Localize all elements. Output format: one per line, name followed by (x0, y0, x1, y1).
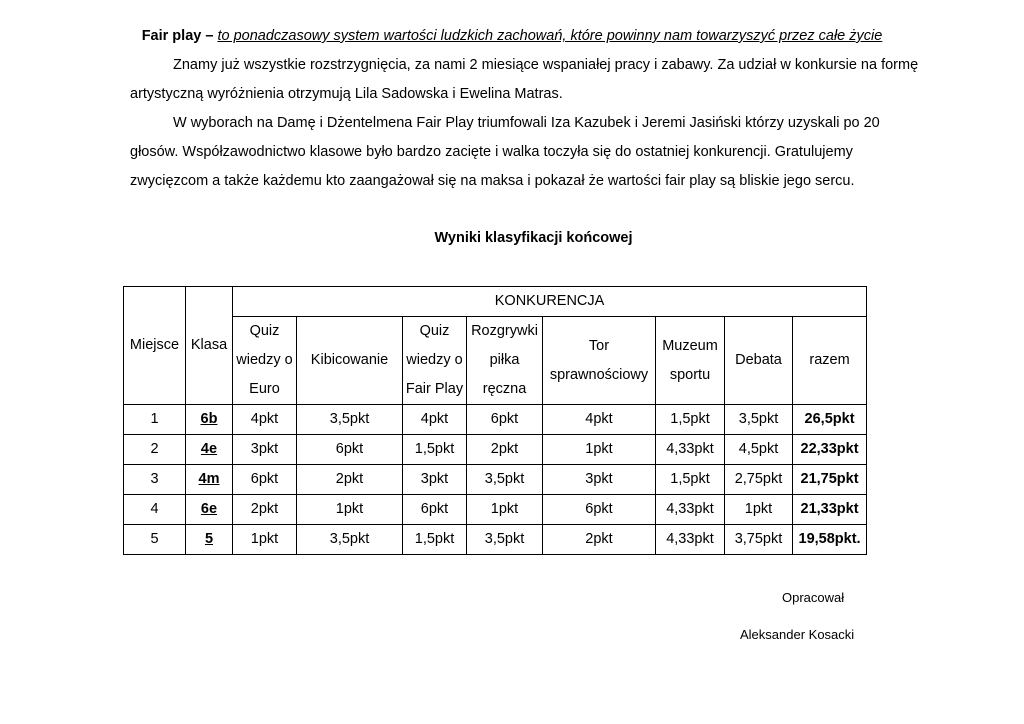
header-competition: Tor sprawnościowy (543, 317, 656, 405)
cell-score: 3pkt (543, 465, 656, 495)
cell-score: 3pkt (233, 435, 297, 465)
results-table (123, 286, 867, 555)
cell-total: 19,58pkt. (793, 525, 867, 555)
cell-total: 22,33pkt (793, 435, 867, 465)
header-competition: Quiz wiedzy o Euro (233, 317, 297, 405)
cell-score: 4,33pkt (656, 435, 725, 465)
cell-score: 1pkt (725, 495, 793, 525)
cell-score: 1,5pkt (656, 405, 725, 435)
cell-score: 1,5pkt (403, 435, 467, 465)
cell-score: 1pkt (467, 495, 543, 525)
cell-score: 1,5pkt (403, 525, 467, 555)
title-bold: Fair play – (141, 28, 214, 44)
cell-score: 6pkt (233, 465, 297, 495)
cell-score: 4pkt (543, 405, 656, 435)
cell-score: 3,5pkt (297, 525, 403, 555)
cell-score: 1,5pkt (656, 465, 725, 495)
cell-score: 2pkt (543, 525, 656, 555)
cell-total: 21,33pkt (793, 495, 867, 525)
header-competition: razem (793, 317, 867, 405)
table-row (124, 525, 867, 555)
table-row (124, 405, 867, 435)
header-miejsce: Miejsce (124, 287, 186, 405)
cell-score: 2pkt (233, 495, 297, 525)
header-competition: Kibicowanie (297, 317, 403, 405)
cell-score: 1pkt (543, 435, 656, 465)
cell-score: 4,33pkt (656, 525, 725, 555)
cell-class: 4m (186, 465, 233, 495)
cell-score: 4,5pkt (725, 435, 793, 465)
signature-name: Aleksander Kosacki (740, 627, 855, 642)
header-row-group (124, 287, 867, 317)
cell-place: 4 (124, 495, 186, 525)
cell-score: 4pkt (403, 405, 467, 435)
cell-score: 1pkt (297, 495, 403, 525)
header-competition: Muzeum sportu (656, 317, 725, 405)
cell-score: 3,5pkt (725, 405, 793, 435)
header-klasa: Klasa (186, 287, 233, 405)
cell-place: 3 (124, 465, 186, 495)
cell-score: 3,5pkt (467, 465, 543, 495)
cell-score: 6pkt (543, 495, 656, 525)
cell-score: 3pkt (403, 465, 467, 495)
cell-score: 6pkt (467, 405, 543, 435)
cell-score: 3,5pkt (297, 405, 403, 435)
paragraph-2-text: W wyborach na Damę i Dżentelmena Fair Play triumfowali Iza Kazubek i Jeremi Jasiński którzy uzyskali po 20 głosów. Współzawodnictwo klasowe było bardzo zacięte i walka toczyła się do ostatniej konkurencji. Gratulujemy zwycięzcom a także każdemu kto zaangażował się na maksa i pokazał że wartości fair play są bliskie jego sercu. (130, 115, 880, 189)
cell-class: 6b (186, 405, 233, 435)
paragraph-1-text: Znamy już wszystkie rozstrzygnięcia, za nami 2 miesiące wspaniałej pracy i zabawy. Za udział w konkursie na formę artystyczną wyróżnienia otrzymują Lila Sadowska i Ewelina Matras. (130, 57, 919, 102)
cell-score: 4pkt (233, 405, 297, 435)
cell-class: 4e (186, 435, 233, 465)
paragraph-1 (130, 51, 930, 109)
document-title (0, 27, 1024, 45)
header-konkurencja: KONKURENCJA (233, 287, 867, 317)
cell-score: 6pkt (297, 435, 403, 465)
cell-score: 1pkt (233, 525, 297, 555)
cell-score: 3,75pkt (725, 525, 793, 555)
cell-total: 26,5pkt (793, 405, 867, 435)
title-italic: to ponadczasowy system wartości ludzkich zachowań, które powinny nam towarzyszyć przez całe życie (217, 28, 883, 44)
table-row (124, 465, 867, 495)
signature-label: Opracował (782, 590, 845, 605)
header-row-competitions (124, 317, 867, 405)
header-competition: Debata (725, 317, 793, 405)
table-row (124, 435, 867, 465)
cell-score: 6pkt (403, 495, 467, 525)
results-heading: Wyniki klasyfikacji końcowej (434, 230, 633, 246)
header-competition: Rozgrywki piłka ręczna (467, 317, 543, 405)
cell-score: 2pkt (297, 465, 403, 495)
cell-score: 2pkt (467, 435, 543, 465)
cell-score: 4,33pkt (656, 495, 725, 525)
cell-score: 3,5pkt (467, 525, 543, 555)
header-competition: Quiz wiedzy o Fair Play (403, 317, 467, 405)
table-row (124, 495, 867, 525)
cell-place: 5 (124, 525, 186, 555)
cell-place: 1 (124, 405, 186, 435)
cell-class: 6e (186, 495, 233, 525)
cell-score: 2,75pkt (725, 465, 793, 495)
cell-class: 5 (186, 525, 233, 555)
cell-place: 2 (124, 435, 186, 465)
paragraph-2 (130, 109, 930, 196)
cell-total: 21,75pkt (793, 465, 867, 495)
